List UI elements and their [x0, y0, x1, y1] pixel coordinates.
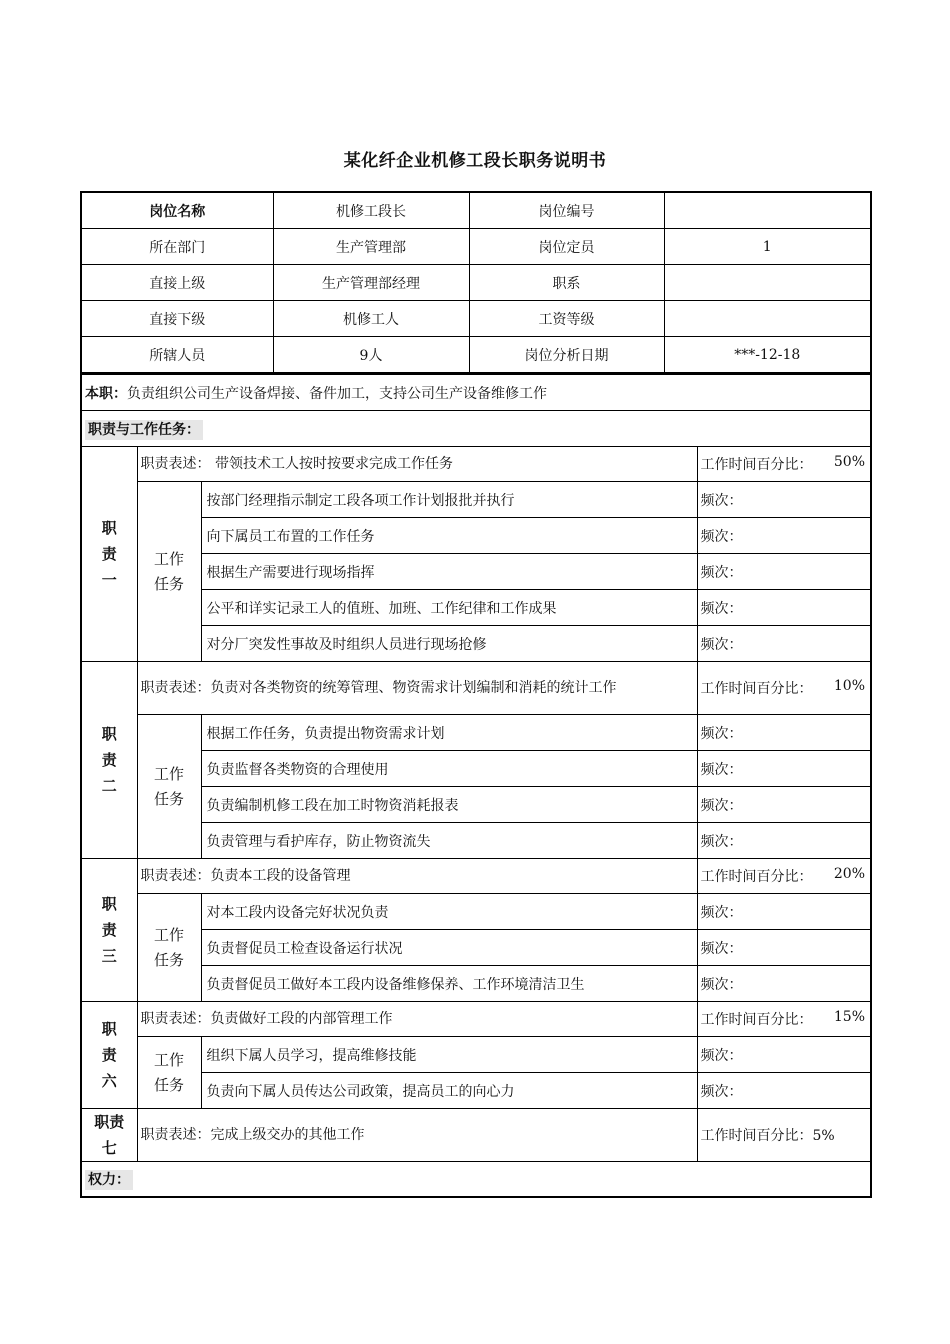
basic-info-label: 职系 — [469, 265, 664, 301]
task-row — [81, 894, 871, 930]
task-text: 负责管理与看护库存，防止物资流失 — [201, 823, 697, 859]
task-frequency: 频次： — [697, 554, 871, 590]
basic-info-label: 工资等级 — [469, 301, 664, 337]
task-text: 按部门经理指示制定工段各项工作计划报批并执行 — [201, 482, 697, 518]
duties-body — [81, 374, 871, 1197]
task-label: 工作 任务 — [137, 482, 201, 662]
basic-info-label: 岗位分析日期 — [469, 337, 664, 374]
basic-info-value: 生产管理部 — [273, 229, 469, 265]
duty-name: 职 责 二 — [81, 662, 137, 859]
basic-info-label: 岗位定员 — [469, 229, 664, 265]
authority-label: 权力： — [85, 1170, 133, 1190]
basic-info-label: 直接下级 — [81, 301, 273, 337]
task-frequency: 频次： — [697, 482, 871, 518]
basic-info-value: 机修工段长 — [273, 192, 469, 229]
duty-time-percent — [697, 447, 871, 482]
basic-info-value — [664, 192, 871, 229]
duties-header-row — [81, 411, 871, 447]
task-frequency: 频次： — [697, 751, 871, 787]
main-duty-label: 本职： — [85, 385, 127, 402]
time-percent-value: 20% — [833, 866, 865, 882]
task-frequency: 频次： — [697, 626, 871, 662]
task-row — [81, 1037, 871, 1073]
basic-info-label: 岗位名称 — [81, 192, 273, 229]
duty-description: 职责表述：负责做好工段的内部管理工作 — [137, 1002, 697, 1037]
time-percent-label: 工作时间百分比： — [700, 869, 813, 885]
time-percent-value: 50% — [833, 454, 865, 470]
duty-description-row — [81, 662, 871, 715]
duty-description: 职责表述： 带领技术工人按时按要求完成工作任务 — [137, 447, 697, 482]
task-text: 对本工段内设备完好状况负责 — [201, 894, 697, 930]
task-text: 负责编制机修工段在加工时物资消耗报表 — [201, 787, 697, 823]
duty-seven-row — [81, 1109, 871, 1162]
main-duty-text: 负责组织公司生产设备焊接、备件加工，支持公司生产设备维修工作 — [127, 385, 547, 402]
duty-description: 职责表述：负责本工段的设备管理 — [137, 859, 697, 894]
authority-row — [81, 1162, 871, 1197]
time-percent-label: 工作时间百分比： — [700, 457, 813, 473]
time-percent-value: 15% — [833, 1009, 865, 1025]
authority-cell — [81, 1162, 871, 1197]
duties-header: 职责与工作任务： — [85, 420, 203, 440]
basic-info-value: ***-12-18 — [664, 337, 871, 374]
duty-time-percent — [697, 662, 871, 715]
task-label: 工作 任务 — [137, 894, 201, 1002]
task-frequency: 频次： — [697, 715, 871, 751]
basic-info-value — [664, 265, 871, 301]
task-text: 负责监督各类物资的合理使用 — [201, 751, 697, 787]
basic-info-label: 所辖人员 — [81, 337, 273, 374]
time-percent-value: 10% — [833, 678, 865, 694]
task-frequency: 频次： — [697, 966, 871, 1002]
task-text: 负责向下属人员传达公司政策，提高员工的向心力 — [201, 1073, 697, 1109]
document-title: 某化纤企业机修工段长职务说明书 — [343, 151, 607, 171]
duty-description: 职责表述：负责对各类物资的统筹管理、物资需求计划编制和消耗的统计工作 — [137, 662, 697, 715]
duty-description-row — [81, 1002, 871, 1037]
task-frequency: 频次： — [697, 518, 871, 554]
basic-info-row — [81, 337, 871, 374]
basic-info-body — [81, 192, 871, 373]
duty-time-percent — [697, 1002, 871, 1037]
task-row — [81, 482, 871, 518]
task-text: 负责督促员工做好本工段内设备维修保养、工作环境清洁卫生 — [201, 966, 697, 1002]
task-frequency: 频次： — [697, 1073, 871, 1109]
basic-info-label: 直接上级 — [81, 265, 273, 301]
duty-name: 职 责 三 — [81, 859, 137, 1002]
task-frequency: 频次： — [697, 590, 871, 626]
duties-table — [80, 373, 872, 1198]
duty-description-row — [81, 447, 871, 482]
basic-info-row — [81, 301, 871, 337]
duty-name: 职 责 一 — [81, 447, 137, 662]
task-frequency: 频次： — [697, 787, 871, 823]
time-percent-label: 工作时间百分比： — [700, 1012, 813, 1028]
basic-info-row — [81, 265, 871, 301]
basic-info-row — [81, 229, 871, 265]
task-frequency: 频次： — [697, 823, 871, 859]
task-text: 根据生产需要进行现场指挥 — [201, 554, 697, 590]
task-frequency: 频次： — [697, 930, 871, 966]
task-text: 公平和详实记录工人的值班、加班、工作纪律和工作成果 — [201, 590, 697, 626]
task-text: 对分厂突发性事故及时组织人员进行现场抢修 — [201, 626, 697, 662]
duty-time-percent: 工作时间百分比：5% — [697, 1109, 871, 1162]
task-text: 负责督促员工检查设备运行状况 — [201, 930, 697, 966]
task-row — [81, 715, 871, 751]
duty-name: 职责 七 — [81, 1109, 137, 1162]
task-label: 工作 任务 — [137, 1037, 201, 1109]
task-text: 组织下属人员学习，提高维修技能 — [201, 1037, 697, 1073]
basic-info-table — [80, 191, 872, 374]
task-text: 向下属员工布置的工作任务 — [201, 518, 697, 554]
basic-info-value — [664, 301, 871, 337]
duty-time-percent — [697, 859, 871, 894]
duty-description-row — [81, 859, 871, 894]
basic-info-label: 所在部门 — [81, 229, 273, 265]
time-percent-label: 工作时间百分比： — [700, 681, 813, 697]
main-duty-row — [81, 374, 871, 411]
duty-name: 职 责 六 — [81, 1002, 137, 1109]
basic-info-value: 1 — [664, 229, 871, 265]
basic-info-value: 生产管理部经理 — [273, 265, 469, 301]
task-text: 根据工作任务，负责提出物资需求计划 — [201, 715, 697, 751]
basic-info-value: 机修工人 — [273, 301, 469, 337]
basic-info-value: 9人 — [273, 337, 469, 374]
basic-info-row — [81, 192, 871, 229]
task-frequency: 频次： — [697, 1037, 871, 1073]
basic-info-label: 岗位编号 — [469, 192, 664, 229]
task-label: 工作 任务 — [137, 715, 201, 859]
task-frequency: 频次： — [697, 894, 871, 930]
duty-description: 职责表述：完成上级交办的其他工作 — [137, 1109, 697, 1162]
